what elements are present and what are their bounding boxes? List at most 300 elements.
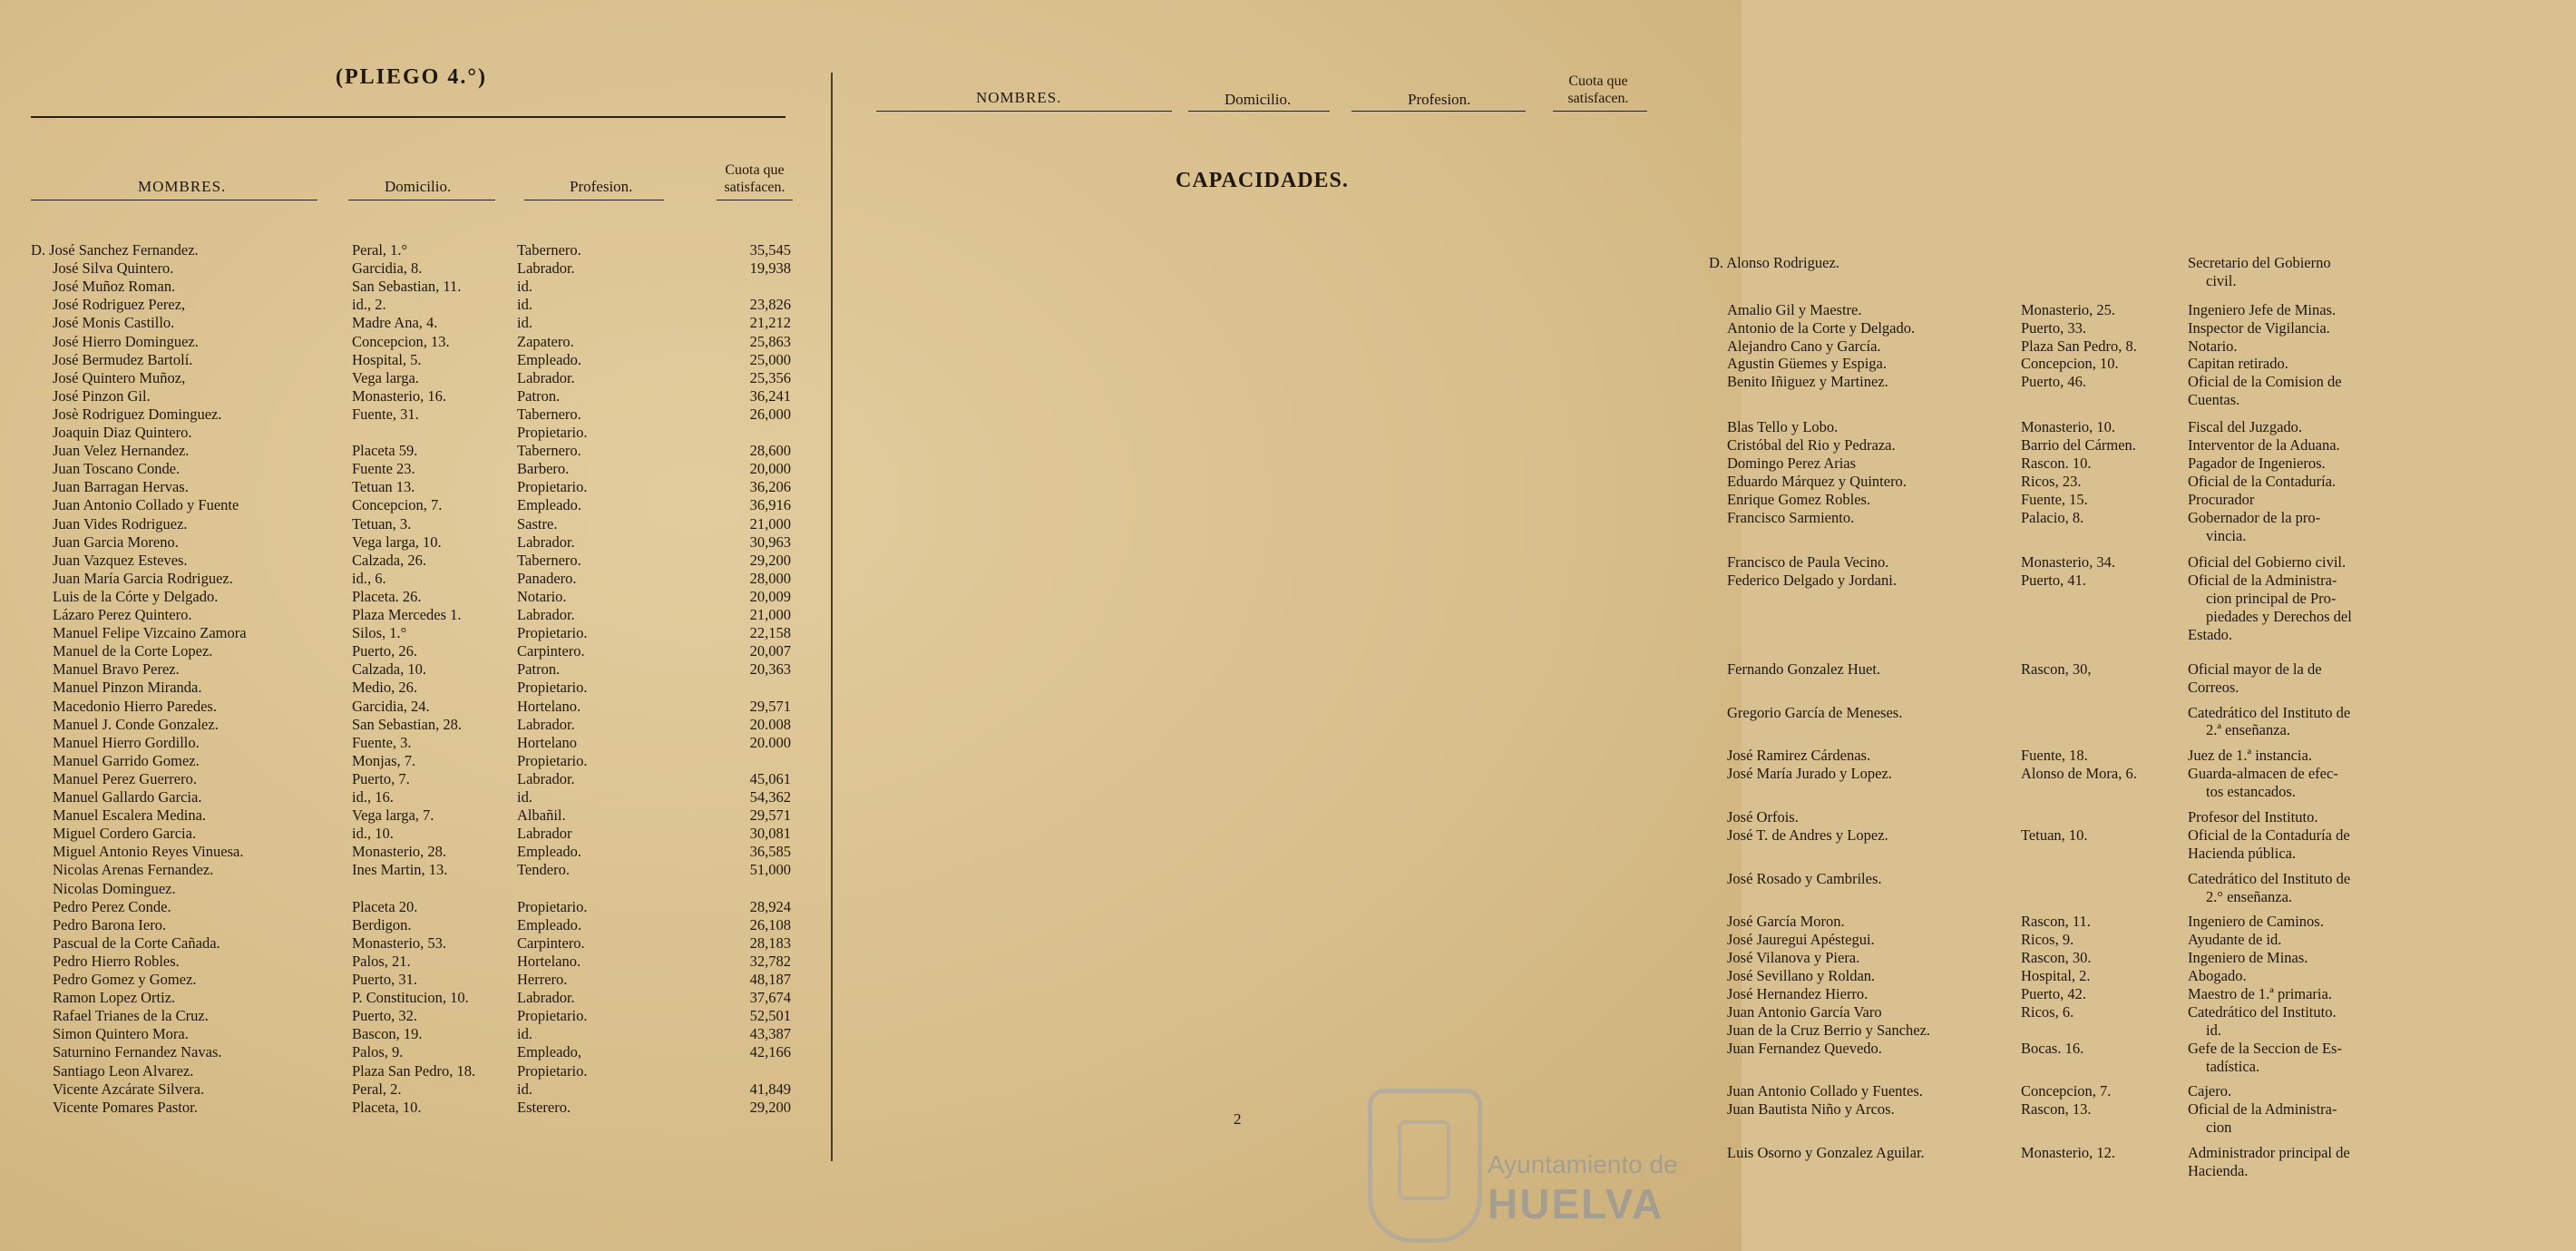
header-domicile: Domicilio. [385,178,452,195]
register-quota: 43,387 [749,1025,791,1043]
register-row [0,1025,831,1043]
capacidad-name: Luis Osorno y Gonzalez Aguilar. [1727,1144,1925,1162]
register-name: Manuel J. Conde Gonzalez. [53,715,219,733]
capacidad-profession: Oficial de la Administra- [2188,572,2337,590]
register-domicile: Monjas, 7. [352,751,416,769]
register-profession: id. [517,314,532,332]
register-quota: 41,849 [749,1080,791,1098]
register-row [0,1080,831,1099]
register-row [0,1062,831,1080]
register-row [0,259,831,278]
header-names: MOMBRES. [138,178,227,195]
capacidad-profession: Cajero. [2188,1082,2232,1100]
capacidad-row [1669,1144,2576,1162]
capacidad-domicile: Monasterio, 10. [2021,418,2116,436]
capacidad-profession: tadística. [2206,1057,2260,1075]
register-row [0,1043,831,1061]
register-domicile: Puerto, 26. [352,642,417,660]
capacidad-row [1669,765,2576,783]
register-profession: Propietario. [517,424,588,441]
register-row [0,770,831,788]
register-profession: id. [517,278,532,296]
register-name: Pedro Hierro Robles. [53,952,180,970]
register-profession: Empleado. [517,350,582,368]
register-domicile: Bascon, 19. [352,1025,423,1043]
capacidad-domicile: Fuente, 18. [2021,747,2088,765]
register-domicile: Puerto, 32. [352,1007,417,1025]
register-domicile: Fuente 23. [352,460,415,478]
page-number: 2 [1234,1110,1242,1128]
capacidad-row [1669,808,2576,826]
register-profession: Patron. [517,386,561,405]
register-domicile: Garcidia, 8. [352,259,423,278]
register-quota: 42,166 [749,1043,791,1061]
register-name: Juan Toscano Conde. [53,460,181,478]
register-domicile: San Sebastian, 11. [352,278,462,296]
register-quota: 20.008 [749,715,791,733]
register-profession: id. [517,1025,532,1043]
register-row [0,861,831,879]
register-profession: Propietario. [517,624,588,642]
register-row [0,387,831,406]
register-quota: 28,000 [749,569,791,587]
capacidad-name: José Rosado y Cambriles. [1727,869,1882,887]
register-domicile: id., 6. [352,569,386,587]
register-profession: Tabernero. [517,241,581,259]
register-name: Manuel Perez Guerrero. [53,769,197,787]
capacidad-name: José Vilanova y Piera. [1727,949,1860,967]
capacidad-domicile: Tetuan, 10. [2021,826,2088,844]
capacidad-row [1669,527,2576,545]
capacidad-row [1669,747,2576,765]
register-domicile: Palos, 21. [352,952,411,970]
capacidad-profession: Profesor del Instituto. [2188,807,2318,826]
capacidad-name: José María Jurado y Lopez. [1727,765,1892,783]
register-domicile: Puerto, 31. [352,971,417,988]
capacidad-domicile: Bocas. 16. [2021,1039,2084,1057]
register-profession: Carpintero. [517,642,585,660]
capacidad-profession: Abogado. [2188,967,2247,984]
capacidad-name: Agustin Güemes y Espiga. [1727,355,1887,373]
capacidad-name: Domingo Perez Arias [1727,454,1857,472]
register-quota: 26,108 [749,915,791,933]
register-profession: Propietario. [517,679,588,697]
capacidad-domicile: Monasterio, 12. [2021,1144,2116,1162]
capacidad-row [1669,436,2576,454]
capacidad-profession: Maestro de 1.ª primaria. [2188,984,2332,1002]
register-name: Manuel Pinzon Miranda. [53,679,202,697]
register-row [0,478,831,496]
register-domicile: Peral, 2. [352,1080,402,1098]
register-domicile: Silos, 1.° [352,624,407,642]
capacidad-row [1669,391,2576,409]
register-profession: Labrador. [517,259,575,278]
capacidad-profession: Procurador [2188,490,2255,508]
register-row [0,369,831,387]
register-row [0,570,831,588]
register-profession: Empleado, [517,1043,582,1061]
register-quota: 30,081 [749,825,791,843]
register-quota: 54,362 [749,788,791,806]
capacidad-profession: Juez de 1.ª instancia. [2188,747,2312,765]
register-quota: 25,356 [749,368,791,386]
register-domicile: Concepcion, 7. [352,496,443,514]
register-quota: 20,000 [749,460,791,478]
capacidad-row [1669,660,2576,679]
capacidad-name: Cristóbal del Rio y Pedraza. [1727,436,1896,454]
register-domicile: Placeta. 26. [352,587,422,605]
register-row [0,351,831,369]
register-name: Juan Velez Hernandez. [53,442,190,460]
capacidad-profession: Catedrático del Instituto de [2188,869,2351,887]
capacidad-profession: Gefe de la Seccion de Es- [2188,1039,2342,1057]
capacidad-row [1669,949,2576,967]
capacidad-profession: Oficial del Gobierno civil. [2188,553,2347,572]
capacidad-name: Benito Iñiguez y Martinez. [1727,373,1888,391]
capacidad-row [1669,373,2576,391]
capacidad-row [1669,783,2576,801]
register-quota: 26,000 [749,405,791,423]
register-row [0,314,831,332]
capacidad-profession: id. [2206,1021,2221,1039]
register-name: Rafael Trianes de la Cruz. [53,1007,209,1025]
register-name: Manuel Felipe Vizcaino Zamora [53,624,247,642]
capacidad-profession: Interventor de la Aduana. [2188,436,2340,454]
capacidad-name: José Ramirez Cárdenas. [1727,747,1871,765]
register-name: D. José Sanchez Fernandez. [31,241,199,259]
register-row [0,624,831,642]
capacidad-row [1669,337,2576,356]
capacidad-domicile: Concepcion, 7. [2021,1082,2112,1100]
register-profession: Tabernero. [517,442,581,460]
register-row [0,843,831,861]
capacidad-row [1669,626,2576,644]
capacidad-row [1669,1003,2576,1021]
register-quota: 21,212 [749,314,791,332]
capacidad-domicile: Ricos, 9. [2021,931,2074,949]
header-profession: Profesion. [570,178,633,195]
capacidad-row [1669,473,2576,491]
capacidad-domicile: Ricos, 23. [2021,472,2082,490]
register-profession: Tabernero. [517,551,581,569]
register-profession: Propietario. [517,1061,588,1080]
register-domicile: Vega larga, 7. [352,806,434,825]
register-quota: 36,241 [749,386,791,405]
register-row [0,296,831,314]
capacidad-row [1669,491,2576,509]
register-name: Nicolas Arenas Fernandez. [53,861,214,879]
capacidad-profession: Estado. [2188,625,2233,643]
register-domicile: Tetuan, 3. [352,514,412,533]
capacidad-name: José Jauregui Apéstegui. [1727,931,1875,949]
register-profession: Labrador [517,825,572,843]
register-row [0,698,831,716]
title-rule [31,116,785,118]
capacidad-row [1669,913,2576,931]
register-quota: 29,571 [749,806,791,825]
register-name: Santiago Leon Alvarez. [53,1061,194,1080]
capacidad-profession: 2.° enseñanza. [2206,887,2293,905]
register-name: Lázaro Perez Quintero. [53,606,192,623]
register-domicile: Medio, 26. [352,679,417,697]
register-row [0,679,831,697]
register-row [0,278,831,296]
capacidad-domicile: Puerto, 41. [2021,572,2086,590]
capacidad-row [1669,826,2576,845]
register-row [0,734,831,752]
register-name: Saturnino Fernandez Navas. [53,1043,222,1061]
capacidad-row [1669,721,2576,739]
header-domicile-right-line [1188,111,1330,112]
capacidad-domicile: Fuente, 15. [2021,490,2088,508]
register-domicile: Monasterio, 53. [352,933,447,952]
register-domicile: Monasterio, 28. [352,843,447,861]
capacidad-row [1669,572,2576,590]
capacidad-name: José Sevillano y Roldan. [1727,967,1876,984]
capacidad-domicile: Rascon, 13. [2021,1100,2092,1119]
register-name: José Quintero Muñoz, [53,368,186,386]
register-name: Simon Quintero Mora. [53,1025,189,1043]
register-domicile: San Sebastian, 28. [352,715,462,733]
register-profession: Panadero. [517,569,577,587]
register-row [0,806,831,825]
register-quota: 35,545 [749,241,791,259]
register-quota: 29,571 [749,697,791,715]
register-domicile: id., 2. [352,296,386,314]
capacidad-row [1669,967,2576,985]
capacidad-row [1669,301,2576,319]
register-profession: Labrador. [517,989,575,1007]
capacidad-name: José Hernandez Hierro. [1727,984,1869,1002]
capacidad-domicile: Hospital, 2. [2021,967,2091,984]
capacidad-row [1669,931,2576,949]
register-domicile: Placeta, 10. [352,1098,422,1116]
register-name: Manuel Garrido Gomez. [53,751,200,769]
capacidad-row [1669,1119,2576,1137]
register-domicile: Plaza Mercedes 1. [352,606,462,623]
register-profession: Labrador. [517,368,575,386]
capacidad-name: Francisco Sarmiento. [1727,508,1855,526]
capacidad-domicile: Puerto, 42. [2021,984,2086,1002]
capacidad-domicile: Alonso de Mora, 6. [2021,765,2137,783]
seal-emblem [1398,1120,1450,1200]
capacidad-domicile: Palacio, 8. [2021,508,2084,526]
register-row [0,588,831,606]
register-domicile: Placeta 20. [352,897,418,915]
register-name: José Pinzon Gil. [53,386,151,405]
register-quota: 20,007 [749,642,791,660]
register-quota: 29,200 [749,1098,791,1116]
register-name: Miguel Cordero Garcia. [53,825,197,843]
capacidad-row [1669,272,2576,290]
register-profession: Sastre. [517,514,558,533]
register-profession: Empleado. [517,915,582,933]
register-quota: 23,826 [749,296,791,314]
register-name: José Bermudez Bartolí. [53,350,193,368]
register-profession: Hortelano. [517,697,581,715]
register-domicile: Garcidia, 24. [352,697,430,715]
capacidad-domicile: Rascon, 30. [2021,949,2092,967]
capacidad-profession: Ingeniero de Caminos. [2188,913,2324,931]
register-name: Miguel Antonio Reyes Vinuesa. [53,843,244,861]
capacidad-name: Juan Antonio Collado y Fuentes. [1727,1082,1923,1100]
register-quota: 36,585 [749,843,791,861]
register-domicile: id., 10. [352,825,394,843]
header-quota-right-line [1553,111,1647,112]
register-row [0,406,831,424]
register-profession: Albañil. [517,806,566,825]
register-profession: Zapatero. [517,332,574,350]
pliego-title: (PLIEGO 4.°) [336,65,487,89]
register-quota: 37,674 [749,989,791,1007]
register-quota: 51,000 [749,861,791,879]
capacidad-profession: civil. [2206,271,2237,289]
register-row [0,515,831,533]
register-quota: 36,206 [749,478,791,496]
register-domicile: Concepcion, 13. [352,332,450,350]
capacidad-row [1669,704,2576,722]
register-name: Vicente Azcárate Silvera. [53,1080,205,1098]
register-name: Joaquin Diaz Quintero. [53,424,192,441]
register-name: Ramon Lopez Ortiz. [53,989,176,1007]
left-page [0,0,831,1251]
capacidad-domicile: Monasterio, 25. [2021,300,2116,318]
capacidad-profession: Administrador principal de [2188,1144,2350,1162]
register-name: Nicolas Dominguez. [53,879,176,897]
capacidad-profession: Hacienda. [2188,1162,2249,1179]
capacidad-row [1669,679,2576,697]
register-domicile: Madre Ana, 4. [352,314,438,332]
header-profession-right-line [1351,111,1526,112]
register-domicile: Placeta 59. [352,442,418,460]
capacidad-name: Juan de la Cruz Berrio y Sanchez. [1727,1021,1931,1039]
register-row [0,934,831,953]
capacidad-profession: Capitan retirado. [2188,355,2288,373]
register-profession: Propietario. [517,751,588,769]
register-name: Pedro Barona Iero. [53,915,167,933]
header-domicile-right: Domicilio. [1225,91,1292,108]
capacidad-row [1669,1082,2576,1100]
capacidad-profession: piedades y Derechos del [2206,608,2352,625]
capacidad-profession: cion [2206,1119,2232,1137]
capacidad-domicile: Concepcion, 10. [2021,355,2119,373]
register-profession: Barbero. [517,460,570,478]
capacidad-row [1669,1021,2576,1040]
capacidad-profession: Oficial de la Contaduría. [2188,472,2337,490]
register-domicile: Monasterio, 16. [352,386,447,405]
capacidad-name: Alejandro Cano y García. [1727,337,1881,355]
capacidad-domicile: Rascon, 11. [2021,913,2091,931]
header-quota-right: Cuota que satisfacen. [1567,73,1629,106]
capacidad-profession: Oficial mayor de la de [2188,660,2322,678]
register-quota: 28,183 [749,933,791,952]
capacidad-name: Juan Antonio García Varo [1727,1002,1882,1021]
capacidad-row [1669,553,2576,572]
register-profession: Labrador. [517,606,575,623]
register-quota: 52,501 [749,1007,791,1025]
capacidad-row [1669,845,2576,863]
capacidad-row [1669,509,2576,527]
register-row [0,898,831,916]
register-row [0,825,831,843]
register-name: Juan Vazquez Esteves. [53,551,188,569]
capacidad-name: Fernando Gonzalez Huet. [1727,660,1881,678]
capacidad-name: José Orfois. [1727,807,1799,826]
register-row [0,716,831,734]
capacidad-domicile: Puerto, 46. [2021,373,2086,391]
capacidad-domicile: Puerto, 33. [2021,318,2086,337]
register-row [0,533,831,552]
register-domicile: Peral, 1.° [352,241,408,259]
register-quota: 21,000 [749,514,791,533]
register-quota: 28,924 [749,897,791,915]
register-name: Manuel Gallardo Garcia. [53,788,202,806]
header-names-right: NOMBRES. [976,89,1062,106]
register-name: Juan Antonio Collado y Fuente [53,496,239,514]
register-name: Pascual de la Corte Cañada. [53,933,220,952]
capacidad-profession: Fiscal del Juzgado. [2188,418,2303,436]
register-profession: Empleado. [517,843,582,861]
register-row [0,752,831,770]
register-name: Juan María Garcia Rodriguez. [53,569,233,587]
capacidad-profession: Catedrático del Instituto. [2188,1002,2337,1021]
capacidad-row [1669,1100,2576,1119]
register-quota: 20,363 [749,660,791,679]
register-row [0,916,831,934]
register-name: José Hierro Dominguez. [53,332,199,350]
capacidad-profession: Correos. [2188,678,2239,696]
capacidad-row [1669,608,2576,626]
capacidad-row [1669,1040,2576,1058]
capacidad-name: Antonio de la Corte y Delgado. [1727,318,1916,337]
capacidad-profession: Gobernador de la pro- [2188,508,2321,526]
capacidad-profession: Cuentas. [2188,391,2240,409]
capacidad-name: Gregorio García de Meneses. [1727,703,1903,721]
register-row [0,241,831,259]
register-domicile: id., 16. [352,788,394,806]
register-quota: 21,000 [749,606,791,623]
register-quota: 45,061 [749,769,791,787]
register-name: José Monis Castillo. [53,314,175,332]
capacidad-domicile: Plaza San Pedro, 8. [2021,337,2137,355]
register-name: Manuel Hierro Gordillo. [53,733,200,751]
register-name: Manuel de la Corte Lopez. [53,642,213,660]
capacidad-row [1669,254,2576,272]
capacidad-row [1669,985,2576,1003]
register-name: José Silva Quintero. [53,259,174,278]
register-quota: 25,863 [749,332,791,350]
register-domicile: Palos, 9. [352,1043,404,1061]
register-domicile: Ines Martin, 13. [352,861,448,879]
register-row [0,333,831,351]
register-domicile: Vega larga. [352,368,419,386]
register-quota: 19,938 [749,259,791,278]
register-name: José Rodriguez Perez, [53,296,186,314]
section-title-capacidades: CAPACIDADES. [1176,169,1349,192]
capacidad-profession: Ayudante de id. [2188,931,2282,949]
register-name: Juan Vides Rodriguez. [53,514,188,533]
register-profession: Carpintero. [517,933,585,952]
register-domicile: Berdigon. [352,915,412,933]
register-domicile: Fuente, 31. [352,405,419,423]
capacidad-row [1669,1162,2576,1180]
register-profession: Propietario. [517,1007,588,1025]
register-row [0,460,831,478]
register-profession: id. [517,788,532,806]
register-profession: Labrador. [517,715,575,733]
register-name: Juan Barragan Hervas. [53,478,189,496]
register-domicile: Tetuan 13. [352,478,415,496]
